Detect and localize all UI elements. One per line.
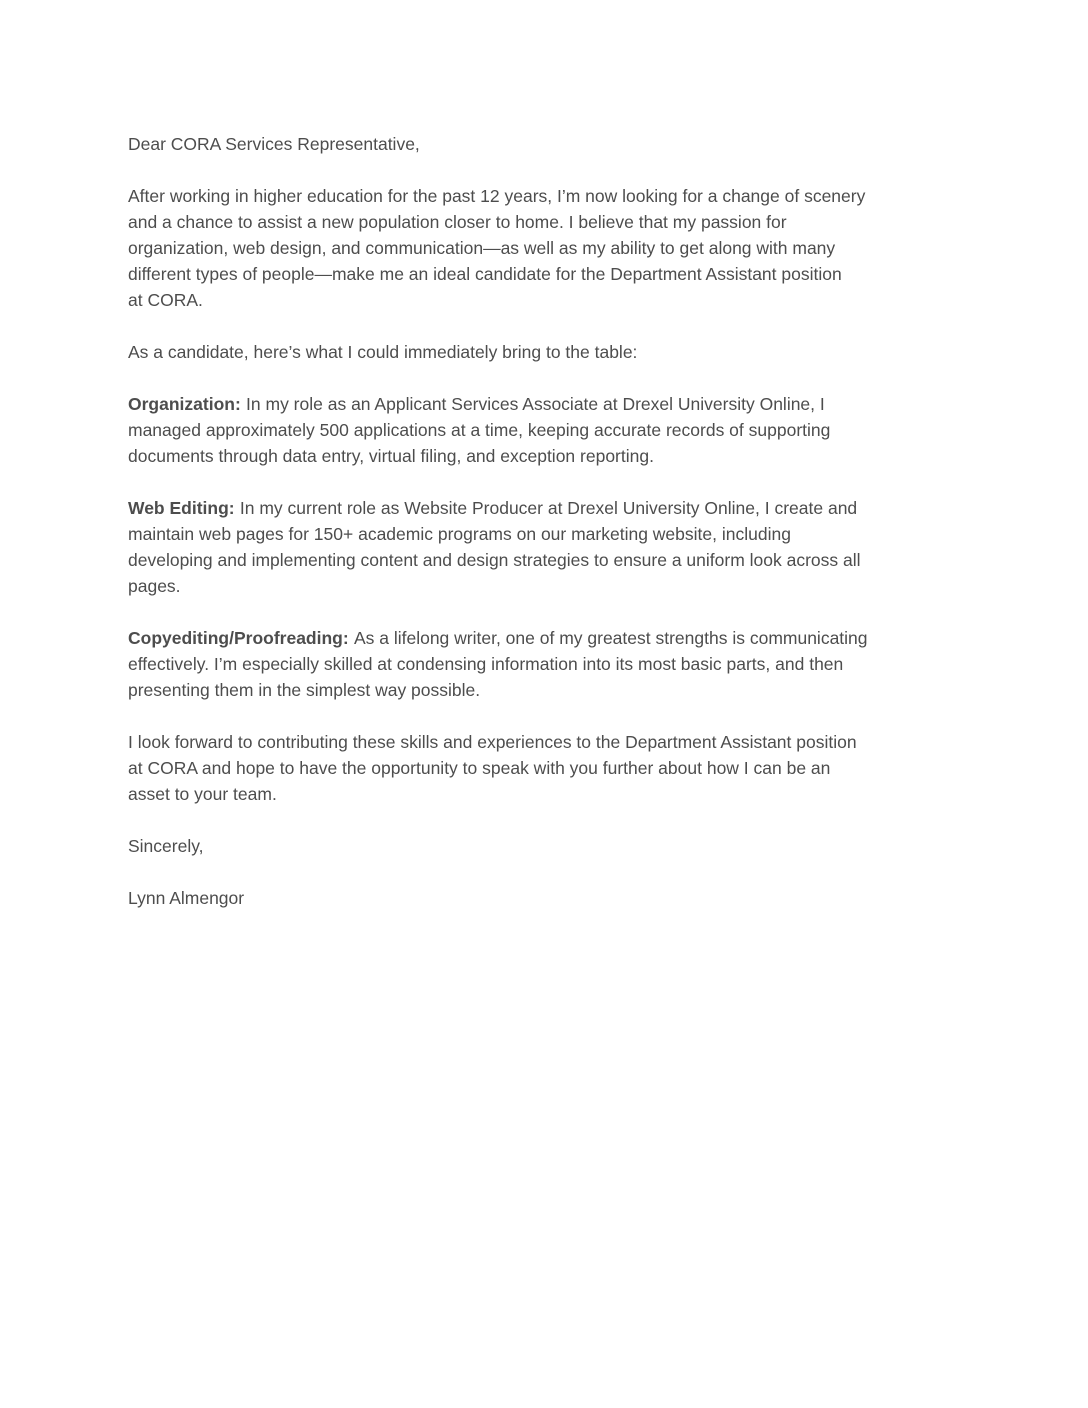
text-line: In my role as an Applicant Services Associate at Drexel University Online, I xyxy=(246,394,825,414)
closing-paragraph xyxy=(128,729,968,807)
organization-paragraph xyxy=(128,391,968,469)
text-line: I look forward to contributing these skills and experiences to the Department Assistant position xyxy=(128,732,857,752)
text-line xyxy=(128,391,968,417)
text-line: Sincerely, xyxy=(128,836,204,856)
text-line: After working in higher education for the past 12 years, I’m now looking for a change of scenery xyxy=(128,186,866,206)
text-line: documents through data entry, virtual filing, and exception reporting. xyxy=(128,446,654,466)
text-line: As a lifelong writer, one of my greatest strengths is communicating xyxy=(353,628,868,648)
text-line: effectively. I’m especially skilled at condensing information into its most basic parts, and then xyxy=(128,654,844,674)
text-line: managed approximately 500 applications at a time, keeping accurate records of supporting xyxy=(128,420,831,440)
text-line: at CORA and hope to have the opportunity to speak with you further about how I can be an xyxy=(128,758,831,778)
intro-paragraph xyxy=(128,183,968,313)
paragraph-lead-bold: Web Editing: xyxy=(128,498,235,518)
copyediting-paragraph xyxy=(128,625,968,703)
text-line: maintain web pages for 150+ academic programs on our marketing website, including xyxy=(128,524,791,544)
salutation xyxy=(128,131,968,157)
text-line: As a candidate, here’s what I could immediately bring to the table: xyxy=(128,342,638,362)
text-line: different types of people—make me an ideal candidate for the Department Assistant position xyxy=(128,264,842,284)
web-editing-paragraph xyxy=(128,495,968,599)
text-line: pages. xyxy=(128,576,181,596)
text-line: presenting them in the simplest way possible. xyxy=(128,680,481,700)
paragraph-lead-bold: Copyediting/Proofreading: xyxy=(128,628,349,648)
text-line: and a chance to assist a new population closer to home. I believe that my passion for xyxy=(128,212,787,232)
paragraph-lead-bold: Organization: xyxy=(128,394,241,414)
text-line: organization, web design, and communication—as well as my ability to get along with many xyxy=(128,238,836,258)
sign-off xyxy=(128,833,968,859)
text-line: asset to your team. xyxy=(128,784,277,804)
text-line xyxy=(128,625,968,651)
transition-paragraph xyxy=(128,339,968,365)
text-line xyxy=(128,495,968,521)
text-line: at CORA. xyxy=(128,290,203,310)
text-line: Lynn Almengor xyxy=(128,888,245,908)
signature-name xyxy=(128,885,968,911)
text-line: In my current role as Website Producer at Drexel University Online, I create and xyxy=(239,498,858,518)
text-line: Dear CORA Services Representative, xyxy=(128,134,420,154)
text-line: developing and implementing content and design strategies to ensure a uniform look across all xyxy=(128,550,861,570)
